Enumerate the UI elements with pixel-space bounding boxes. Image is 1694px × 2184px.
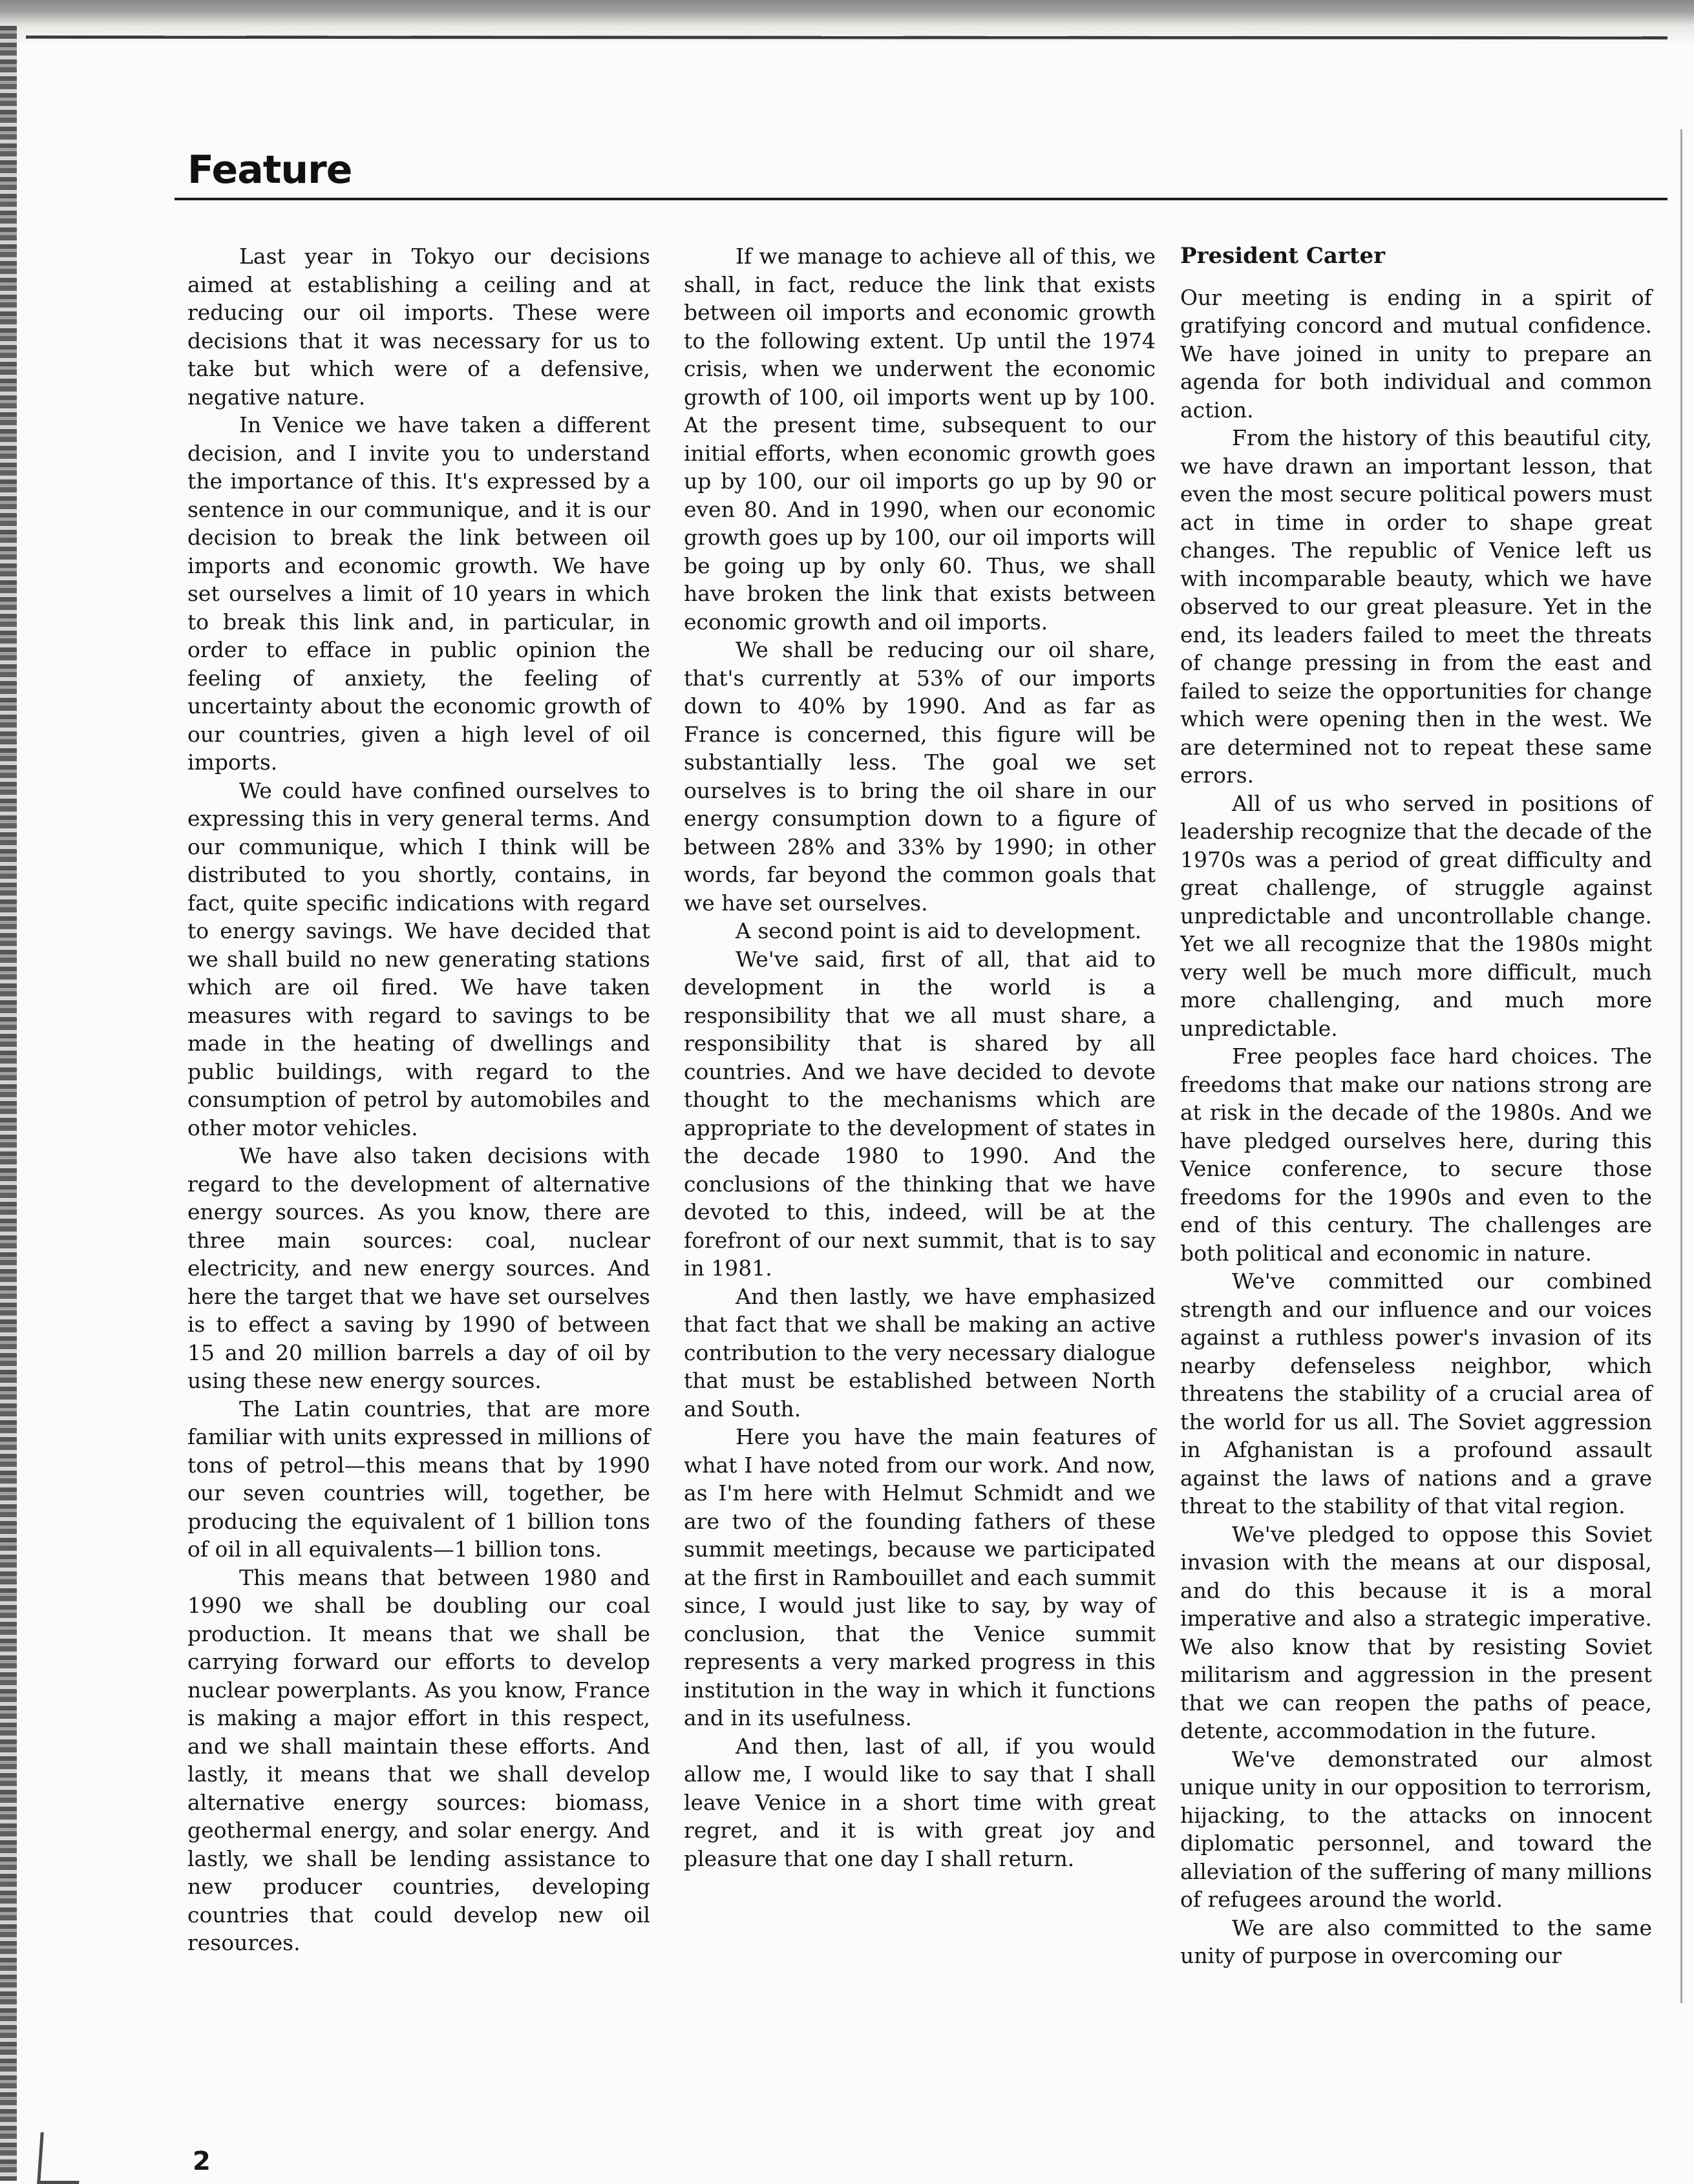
paragraph: We have also taken decisions with regard to the development of alternative energy sources. As you know, there are three main sources: coal, nuclear electricity, and new energy sources. And here the target that we have set ourselves is to effect a saving by 1990 of between 15 and 20 million barrels a day of oil by using these new energy sources. <box>187 1143 650 1393</box>
scan-binding-edge <box>0 26 17 2181</box>
paragraph: From the history of this beautiful city, we have drawn an important lesson, that even the most secure political powers must act in time in order to shape great changes. The republic of Venice left us with incomparable beauty, which we have observed to our great pleasure. Yet in the end, its leaders failed to meet the threats of change pressing in from the east and failed to seize the opportunities for change which were opening then in the west. We are determined not to repeat these same errors. <box>1180 425 1652 788</box>
article-column-3 <box>1180 242 1652 1970</box>
page-number: 2 <box>193 2147 211 2176</box>
paragraph: Our meeting is ending in a spirit of gratifying concord and mutual confidence. We have joined in unity to prepare an agenda for both individual and common action. <box>1180 284 1652 423</box>
speaker-heading: President Carter <box>1180 243 1386 269</box>
scan-right-edge <box>1680 129 1682 2003</box>
paragraph: We could have confined ourselves to expressing this in very general terms. And our communique, which I think will be distributed to you shortly, contains, in fact, quite specific indications with regard to energy savings. We have decided that we shall build no new generating stations which are oil fired. We have taken measures with regard to savings to be made in the heating of dwellings and public buildings, with regard to the consumption of petrol by automobiles and other motor vehicles. <box>187 777 650 1140</box>
paragraph: All of us who served in positions of leadership recognize that the decade of the 1970s was a period of great difficulty and great challenge, of struggle against unpredictable and uncontrollable change. Yet we all recognize that the 1980s might very well be much more difficult, much more challenging, and much more unpredictable. <box>1180 790 1652 1041</box>
paragraph: Here you have the main features of what I have noted from our work. And now, as I'm here with Helmut Schmidt and we are two of the founding fathers of these summit meetings, because we participated at the first in Rambouillet and each summit since, I would just like to say, by way of conclusion, that the Venice summit represents a very marked progress in this institution in the way in which it functions and in its usefulness. <box>684 1424 1156 1730</box>
paragraph: In Venice we have taken a different decision, and I invite you to understand the importance of this. It's expressed by a sentence in our communique, and it is our decision to break the link between oil imports and economic growth. We have set ourselves a limit of 10 years in which to break this link and, in particular, in order to efface in public opinion the feeling of anxiety, the feeling of uncertainty about the economic growth of our countries, given a high level of oil imports. <box>187 412 650 775</box>
paragraph: The Latin countries, that are more familiar with units expressed in millions of tons of petrol—this means that by 1990 our seven countries will, together, be producing the equivalent of 1 billion tons of oil in all equivalents—1 billion tons. <box>187 1396 650 1562</box>
paragraph: We've pledged to oppose this Soviet invasion with the means at our disposal, and do this because it is a moral imperative and also a strategic imperative. We also know that by resisting Soviet militarism and aggression in the present that we can reopen the paths of peace, detente, accommodation in the future. <box>1180 1521 1652 1743</box>
section-title: Feature <box>187 147 352 193</box>
paragraph: We've committed our combined strength and our influence and our voices against a ruthless power's invasion of its nearby defenseless neighbor, which threatens the stability of a crucial area of the world for us all. The Soviet aggression in Afghanistan is a profound assault against the laws of nations and a grave threat to the stability of that vital region. <box>1180 1268 1652 1518</box>
paragraph: A second point is aid to development. <box>736 918 1142 943</box>
paragraph: We are also committed to the same unity of purpose in overcoming our <box>1180 1915 1652 1968</box>
scan-corner-mark <box>37 2132 83 2184</box>
article-column-2 <box>684 242 1156 1873</box>
paragraph: This means that between 1980 and 1990 we shall be doubling our coal production. It means that we shall be carrying forward our efforts to develop nuclear powerplants. As you know, France is making a major effort in this respect, and we shall maintain these efforts. And lastly, it means that we shall develop alternative energy sources: biomass, geothermal energy, and solar energy. And lastly, we shall be lending assistance to new producer countries, developing countries that could develop new oil resources. <box>187 1564 650 1955</box>
paragraph: And then lastly, we have emphasized that fact that we shall be making an active contribution to the very necessary dialogue that must be established between North and South. <box>684 1283 1156 1422</box>
paragraph: We've said, first of all, that aid to development in the world is a responsibility that we all must share, a responsibility that is shared by all countries. And we have decided to devote thought to the mechanisms which are appropriate to the development of states in the decade 1980 to 1990. And the conclusions of the thinking that we have devoted to this, indeed, will be at the forefront of our next summit, that is to say in 1981. <box>684 946 1156 1281</box>
article-column-1 <box>187 242 650 1957</box>
paragraph: And then, last of all, if you would allow me, I would like to say that I shall leave Venice in a short time with great regret, and it is with great joy and pleasure that one day I shall return. <box>684 1733 1156 1871</box>
paragraph: We shall be reducing our oil share, that's currently at 53% of our imports down to 40% by 1990. And as far as France is concerned, this figure will be substantially less. The goal we set ourselves is to bring the oil share in our energy consumption down to a figure of between 28% and 33% by 1990; in other words, far beyond the common goals that we have set ourselves. <box>684 637 1156 916</box>
paragraph: Last year in Tokyo our decisions aimed at establishing a ceiling and at reducing our oil imports. These were decisions that it was necessary for us to take but which were of a defensive, negative nature. <box>187 244 650 410</box>
paragraph: If we manage to achieve all of this, we shall, in fact, reduce the link that exists between oil imports and economic growth to the following extent. Up until the 1974 crisis, when we underwent the economic growth of 100, oil imports went up by 100. At the present time, subsequent to our initial efforts, when economic growth goes up by 100, our oil imports go up by 90 or even 80. And in 1990, when our economic growth goes up by 100, our oil imports will be going up by only 60. Thus, we shall have broken the link that exists between economic growth and oil imports. <box>684 244 1156 635</box>
scan-top-edge <box>0 0 1694 58</box>
paragraph: Free peoples face hard choices. The freedoms that make our nations strong are at risk in the decade of the 1980s. And we have pledged ourselves here, during this Venice conference, to secure those freedoms for the 1990s and even to the end of this century. The challenges are both political and economic in nature. <box>1180 1044 1652 1266</box>
paragraph: We've demonstrated our almost unique unity in our opposition to terrorism, hijacking, to the attacks on innocent diplomatic personnel, and toward the alleviation of the suffering of many millions of refugees around the world. <box>1180 1746 1652 1912</box>
title-rule <box>175 198 1668 200</box>
